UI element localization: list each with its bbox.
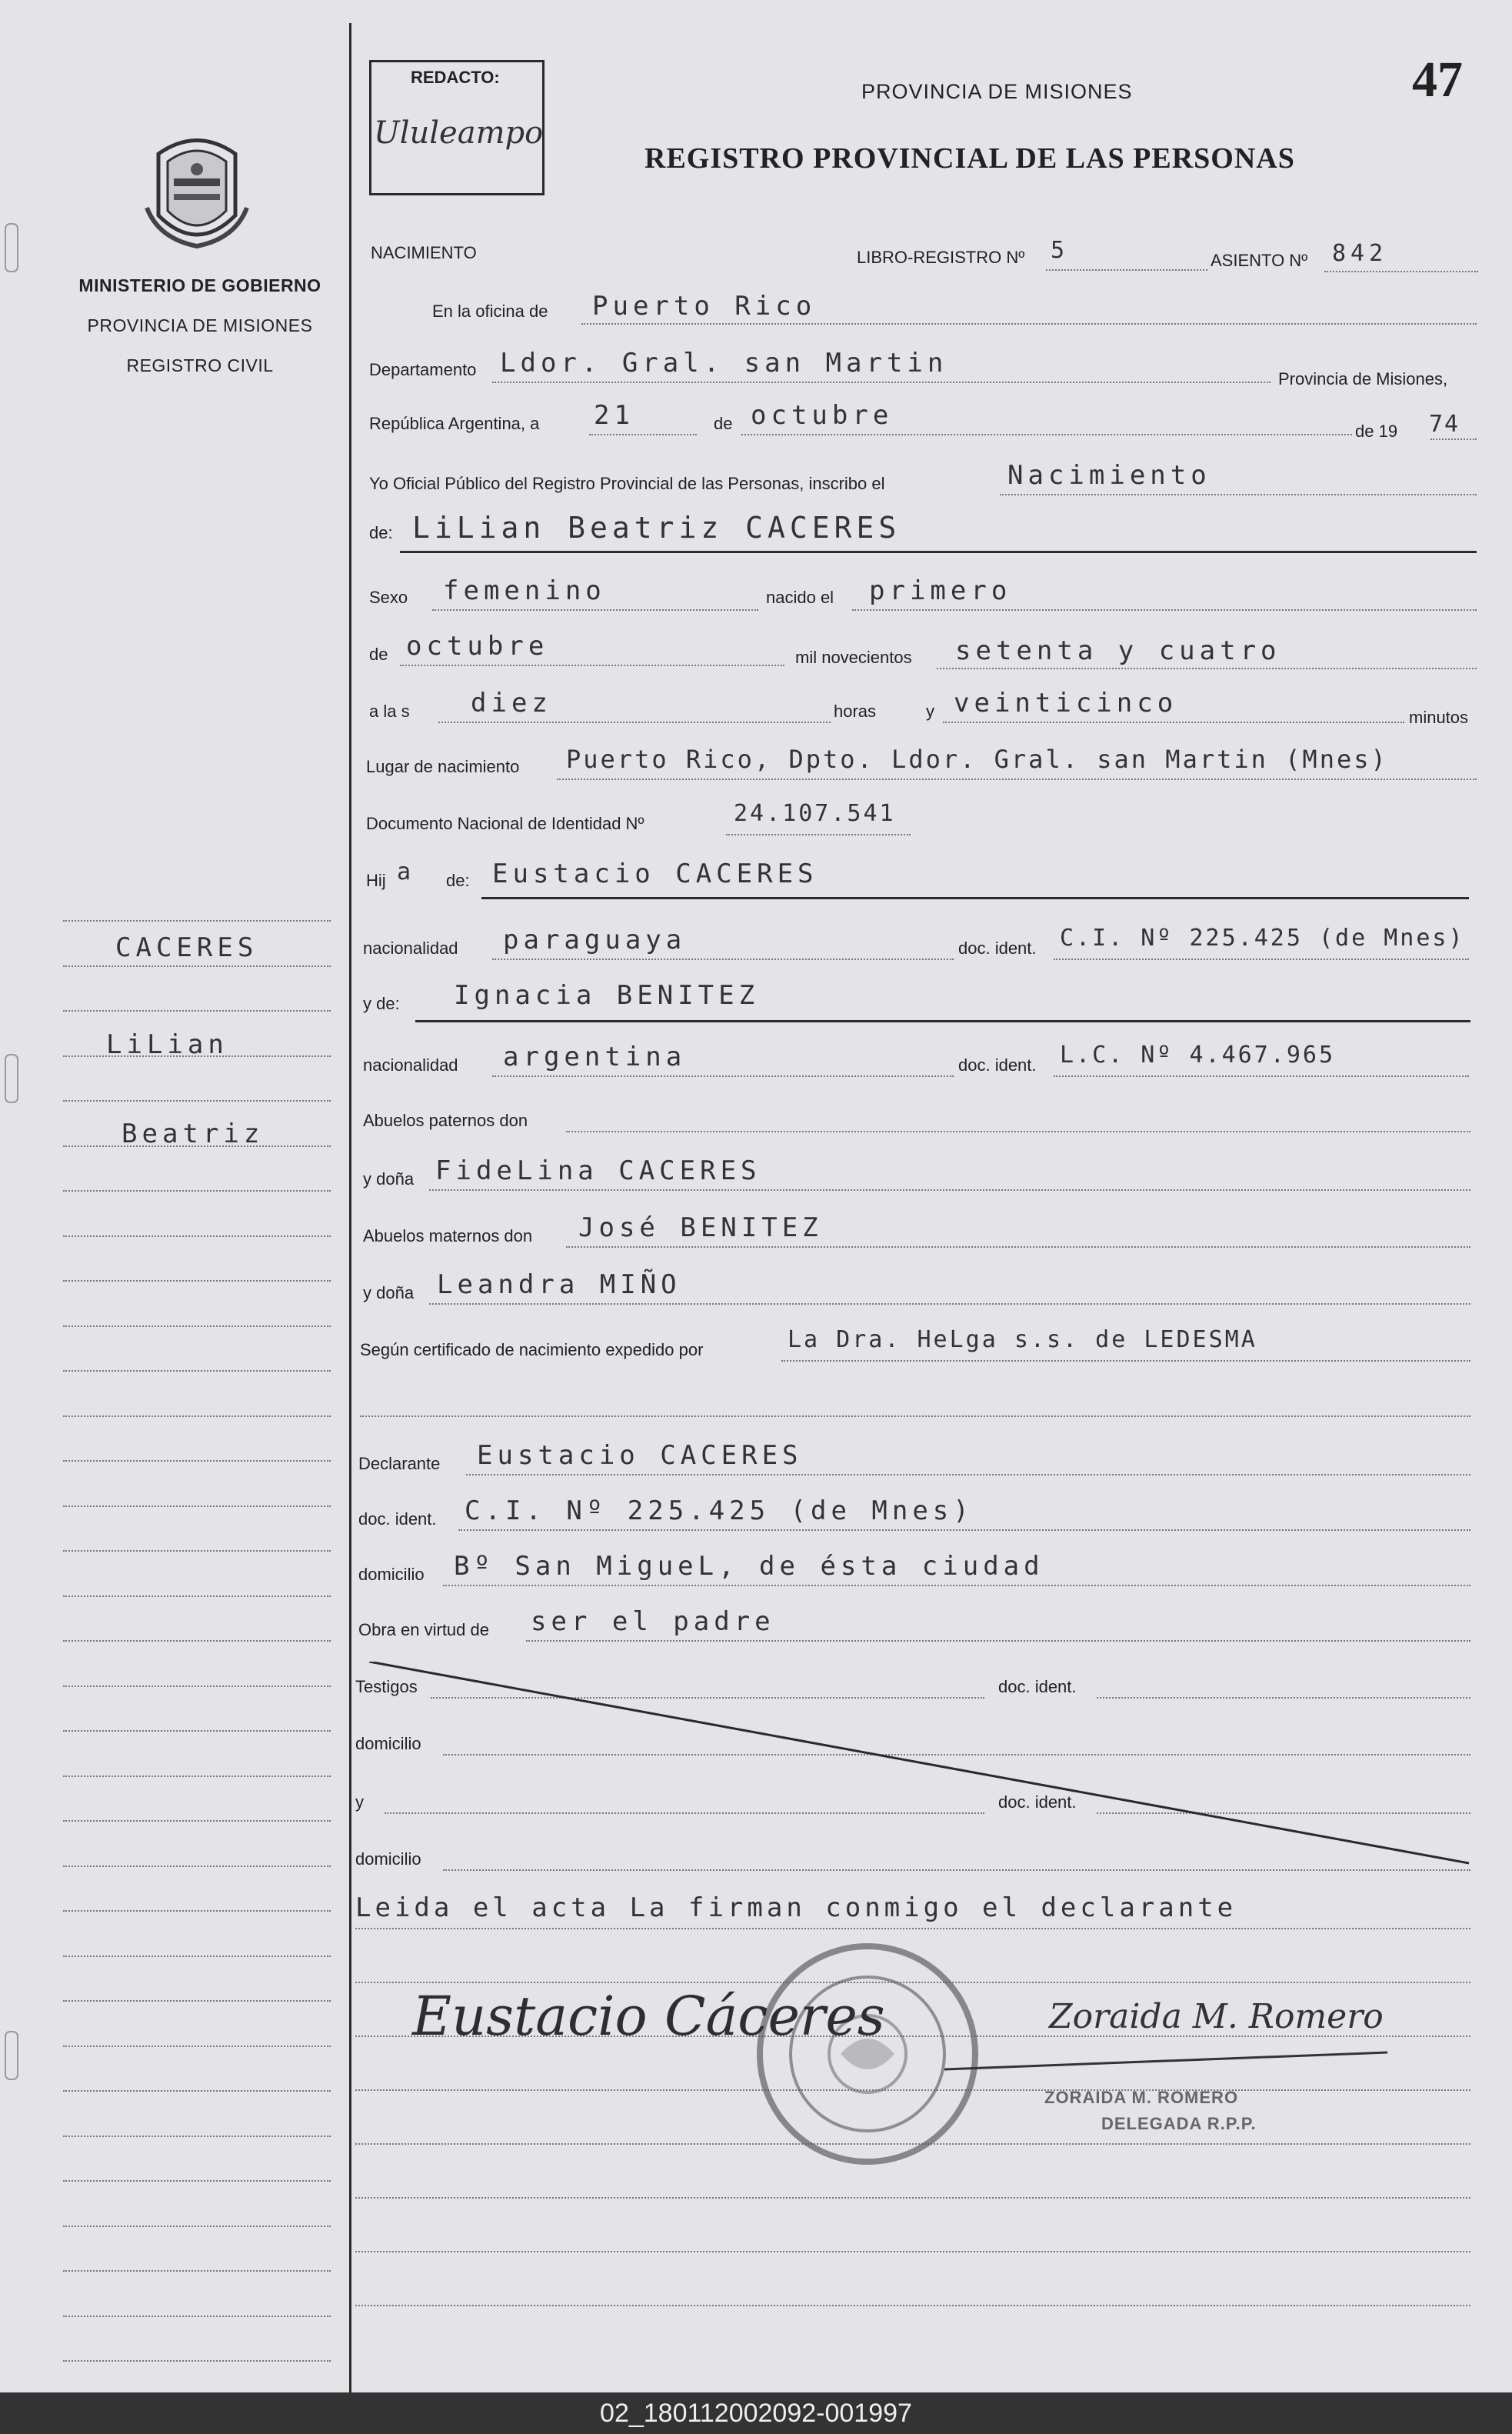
padre-doc-label: doc. ident. <box>958 939 1037 958</box>
margin-line <box>63 1640 331 1642</box>
y-label: y <box>926 702 934 721</box>
margin-line <box>63 1280 331 1282</box>
libro-line <box>1046 269 1207 271</box>
dia-value: 21 <box>594 400 634 431</box>
margin-line <box>63 1775 331 1777</box>
margin-line <box>63 1190 331 1192</box>
lugar-line <box>557 779 1477 780</box>
padre-nac-line <box>492 959 954 960</box>
sig-line-7 <box>355 2305 1470 2306</box>
testigo2-y-label: y <box>355 1792 364 1812</box>
horas-line <box>438 722 831 723</box>
abuela-materna-line <box>429 1303 1470 1305</box>
margin-middle-name: Beatriz <box>122 1119 265 1149</box>
name-underline <box>400 551 1477 553</box>
dia-line <box>589 434 697 435</box>
declarante-signature: Eustacio Cáceres <box>412 1985 885 2048</box>
ministry-line-2: PROVINCIA DE MISIONES <box>87 315 313 335</box>
nacido-value: primero <box>869 575 1012 606</box>
margin-surname: CACERES <box>115 932 258 963</box>
madre-underline <box>415 1020 1470 1022</box>
abuela-paterna-label: y doña <box>363 1169 415 1189</box>
yo-oficial-label: Yo Oficial Público del Registro Provincial de las Personas, inscribo el <box>369 474 885 493</box>
testigo2-doc-label: doc. ident. <box>998 1792 1077 1812</box>
abuelos-paternos-label: Abuelos paternos don <box>363 1111 528 1130</box>
oficial-signature: Zoraida M. Romero <box>1049 1997 1384 2036</box>
madre-nac-line <box>492 1075 954 1077</box>
padre-nacionalidad-label: nacionalidad <box>363 939 458 958</box>
margin-line <box>63 1100 331 1102</box>
sig-line-6 <box>355 2251 1470 2252</box>
asiento-line <box>1324 271 1478 272</box>
oficial-stamp-role: DELEGADA R.P.P. <box>1101 2114 1257 2133</box>
testigo1-doc-label: doc. ident. <box>998 1677 1077 1696</box>
asiento-label: ASIENTO Nº <box>1211 251 1308 270</box>
margin-line <box>63 2046 331 2047</box>
departamento-line <box>492 382 1271 383</box>
sexo-label: Sexo <box>369 588 408 607</box>
declarante-domicilio-line <box>443 1585 1470 1586</box>
madre-doc-line <box>1054 1075 1469 1077</box>
margin-line <box>63 2360 331 2362</box>
image-id-footer: 02_180112002092-001997 <box>0 2392 1512 2434</box>
horas-value: diez <box>471 688 552 719</box>
dni-value: 24.107.541 <box>734 800 896 827</box>
margin-line <box>63 920 331 922</box>
libro-value: 5 <box>1051 237 1070 264</box>
declarante-line <box>466 1474 1470 1475</box>
nac-mes-line <box>400 665 784 666</box>
margin-line <box>63 1415 331 1417</box>
child-name: LiLian Beatriz CACERES <box>412 511 901 545</box>
ministry-line-1: MINISTERIO DE GOBIERNO <box>78 275 321 295</box>
departamento-value: Ldor. Gral. san Martin <box>500 348 948 378</box>
segun-line-2 <box>360 1415 1470 1417</box>
segun-line <box>781 1360 1470 1362</box>
year-value: 74 <box>1429 411 1460 438</box>
padre-name: Eustacio CACERES <box>492 859 818 889</box>
mil-value: setenta y cuatro <box>955 635 1281 666</box>
minutos-line <box>943 722 1404 723</box>
declarante-value: Eustacio CACERES <box>477 1440 803 1471</box>
libro-label: LIBRO-REGISTRO Nº <box>857 248 1025 267</box>
margin-line <box>63 1460 331 1462</box>
column-divider <box>349 23 351 2392</box>
margin-line <box>63 1595 331 1597</box>
abuela-materna-label: y doña <box>363 1283 415 1302</box>
de-year-label: de 19 <box>1355 422 1398 441</box>
margin-first-name: LiLian <box>106 1029 228 1060</box>
madre-doc-label: doc. ident. <box>958 1055 1037 1075</box>
province-header: PROVINCIA DE MISIONES <box>861 80 1133 103</box>
margin-line <box>63 965 331 967</box>
obra-label: Obra en virtud de <box>358 1620 489 1639</box>
sig-line-5 <box>355 2197 1470 2199</box>
testigo1-domicilio-label: domicilio <box>355 1734 421 1753</box>
margin-line <box>63 2180 331 2182</box>
mes-value: octubre <box>751 400 894 431</box>
redacto-label: REDACTO: <box>411 68 500 87</box>
margin-line <box>63 1550 331 1552</box>
nac-mes-value: octubre <box>406 631 549 662</box>
abuela-paterna-line <box>429 1189 1470 1191</box>
segun-label: Según certificado de nacimiento expedido por <box>360 1340 704 1359</box>
margin-line <box>63 2136 331 2137</box>
margin-line <box>63 2270 331 2272</box>
inscribo-line <box>1000 494 1477 495</box>
abuelos-maternos-label: Abuelos maternos don <box>363 1226 533 1245</box>
oficial-stamp-name: ZORAIDA M. ROMERO <box>1044 2088 1239 2107</box>
departamento-label: Departamento <box>369 360 477 379</box>
testigo2-domicilio-label: domicilio <box>355 1849 421 1869</box>
horas-label: horas <box>834 702 877 721</box>
asiento-value: 842 <box>1332 240 1388 267</box>
redacto-signature: Ululeampo <box>374 115 544 151</box>
binding-mark <box>5 223 18 272</box>
margin-line <box>63 1956 331 1957</box>
ministry-emblem-icon <box>143 131 251 254</box>
nacido-label: nacido el <box>766 588 834 607</box>
margin-line <box>63 1685 331 1687</box>
lugar-label: Lugar de nacimiento <box>366 757 520 776</box>
declarante-doc-value: C.I. Nº 225.425 (de Mnes) <box>465 1495 974 1526</box>
margin-line <box>63 1235 331 1237</box>
record-type-label: NACIMIENTO <box>371 243 477 262</box>
hij-label: Hij <box>366 871 386 890</box>
sexo-value: femenino <box>443 575 606 606</box>
signature-flourish-line <box>944 2046 1390 2077</box>
abuela-paterna-value: FideLina CACERES <box>435 1155 761 1186</box>
closing-line <box>355 1928 1470 1929</box>
oficina-line <box>581 323 1477 325</box>
declarante-label: Declarante <box>358 1454 441 1473</box>
madre-doc-value: L.C. Nº 4.467.965 <box>1060 1042 1336 1069</box>
padre-doc-line <box>1054 959 1469 960</box>
inscribo-value: Nacimiento <box>1007 460 1211 491</box>
margin-line <box>63 1730 331 1732</box>
segun-value: La Dra. HeLga s.s. de LEDESMA <box>788 1326 1257 1353</box>
margin-line <box>63 1910 331 1912</box>
margin-line <box>63 2090 331 2092</box>
testigos-strike-line <box>369 1662 1477 1869</box>
margin-line <box>63 2316 331 2317</box>
de-label: de <box>714 414 733 433</box>
abuelos-maternos-line <box>566 1246 1470 1248</box>
oficina-value: Puerto Rico <box>592 291 817 322</box>
mil-label: mil novecientos <box>795 648 912 667</box>
page-number: 47 <box>1412 52 1463 108</box>
margin-line <box>63 1820 331 1822</box>
binding-mark <box>5 2031 18 2080</box>
closing-text: Leida el acta La firman conmigo el declarante <box>355 1892 1237 1923</box>
margin-line <box>63 1370 331 1372</box>
margin-line <box>63 1505 331 1507</box>
abuelos-maternos-value: José BENITEZ <box>578 1212 823 1243</box>
nac-de-label: de <box>369 645 388 664</box>
madre-nacionalidad-value: argentina <box>503 1042 687 1072</box>
padre-doc-value: C.I. Nº 225.425 (de Mnes) <box>1060 925 1465 952</box>
testigo2-domicilio-line <box>443 1869 1470 1871</box>
a-la-label: a la s <box>369 702 410 721</box>
margin-line <box>63 1866 331 1867</box>
hij-suffix: a <box>397 859 416 885</box>
year-line <box>1430 438 1477 440</box>
provincia-label: Provincia de Misiones, <box>1278 369 1448 388</box>
declarante-doc-line <box>458 1529 1470 1531</box>
testigos-label: Testigos <box>355 1677 418 1696</box>
abuela-materna-value: Leandra MIÑO <box>437 1269 681 1300</box>
mil-line <box>937 668 1477 669</box>
margin-line <box>63 2000 331 2002</box>
mes-line <box>741 434 1352 435</box>
de-name-label: de: <box>369 523 393 542</box>
declarante-domicilio-value: Bº San MigueL, de ésta ciudad <box>454 1551 1044 1582</box>
dni-label: Documento Nacional de Identidad Nº <box>366 814 644 833</box>
republica-label: República Argentina, a <box>369 414 540 433</box>
madre-name: Ignacia BENITEZ <box>454 980 760 1011</box>
sexo-line <box>432 609 758 611</box>
hij-de-label: de: <box>446 871 470 890</box>
obra-value: ser el padre <box>531 1606 775 1637</box>
minutos-label: minutos <box>1409 708 1469 727</box>
oficina-label: En la oficina de <box>432 302 548 321</box>
ministry-line-3: REGISTRO CIVIL <box>126 355 274 375</box>
minutos-value: veinticinco <box>954 688 1178 719</box>
abuelos-paternos-line <box>566 1131 1470 1132</box>
registry-title: REGISTRO PROVINCIAL DE LAS PERSONAS <box>644 142 1295 175</box>
margin-line <box>63 1010 331 1012</box>
declarante-doc-label: doc. ident. <box>358 1509 437 1529</box>
madre-nacionalidad-label: nacionalidad <box>363 1055 458 1075</box>
padre-nacionalidad-value: paraguaya <box>503 925 687 955</box>
padre-underline <box>481 897 1469 899</box>
margin-line <box>63 1325 331 1327</box>
nacido-line <box>852 609 1477 611</box>
obra-line <box>526 1640 1470 1642</box>
binding-mark <box>5 1054 18 1103</box>
lugar-value: Puerto Rico, Dpto. Ldor. Gral. san Martin (Mnes) <box>566 745 1388 774</box>
margin-line <box>63 2226 331 2227</box>
madre-y-de-label: y de: <box>363 994 400 1013</box>
declarante-domicilio-label: domicilio <box>358 1565 425 1584</box>
dni-line <box>726 834 911 835</box>
